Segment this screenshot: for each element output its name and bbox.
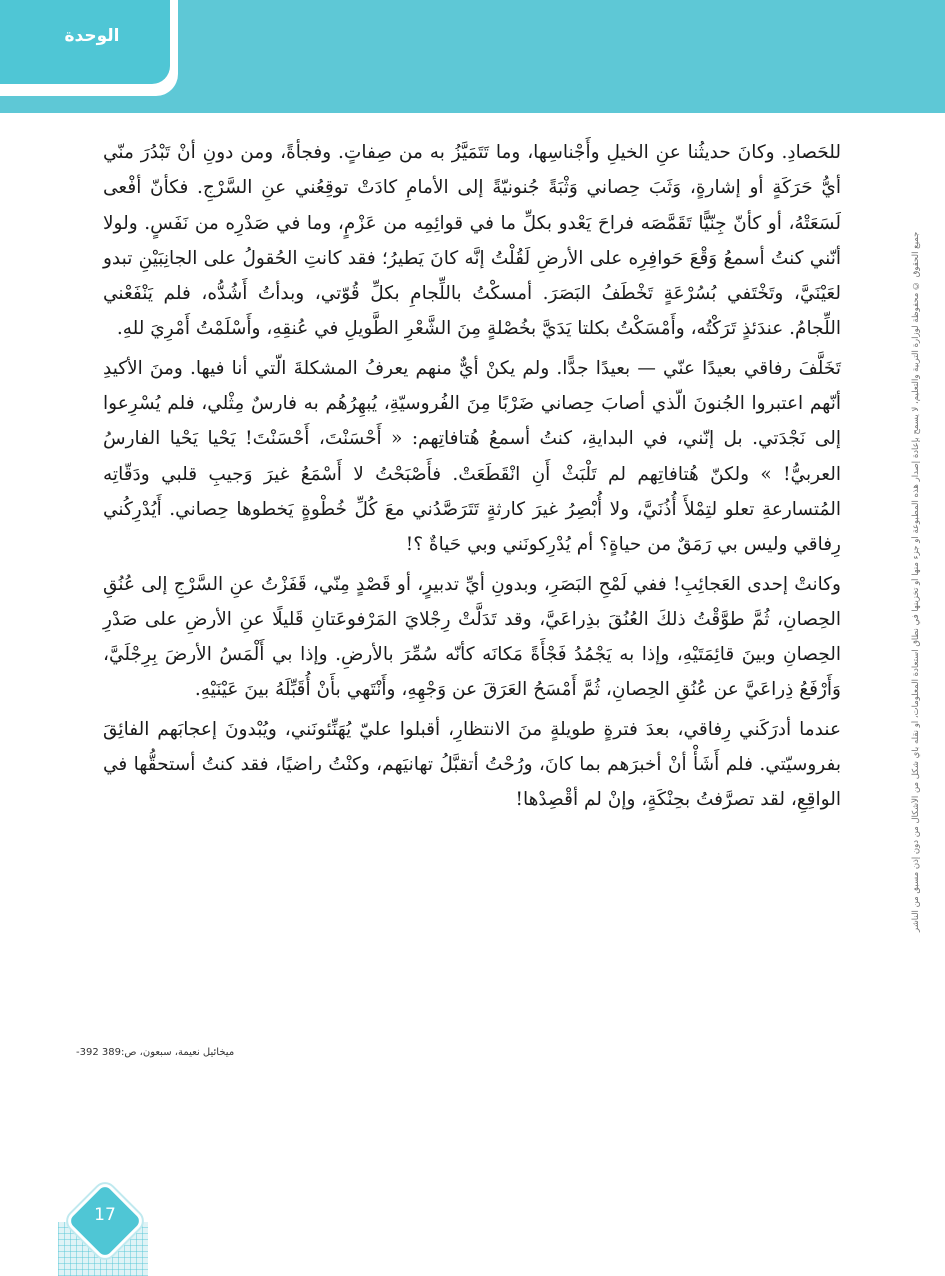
paragraph-4: عندما أدرَكَني رِفاقي، بعدَ فترةٍ طويلةٍ منَ الانتظارِ، أقبلوا عليّ يُهَنِّئونَني، ويُبْدونَ إعجابَهم الفائِقَ بفروسيّتي. فلم أَشَأْ أنْ أخبرَهم بما كانَ، ورُحْتُ أتقبَّلُ تهانيَهم، وكنْتُ راضيًا، فقد كنتُ أستحقُّها في الواقِعِ، لقد تصرَّفتُ بحِنْكَةٍ، وإنْ لم أقْصِدْها!	[103, 718, 841, 811]
story-body	[103, 135, 841, 822]
header-card	[0, 0, 178, 96]
unit-tab	[0, 0, 170, 84]
paragraph-2: تَخَلَّفَ رفاقي بعيدًا عنّي — بعيدًا جدًّا. ولم يكنْ أيٌّ منهم يعرفُ المشكلةَ الّتي أنا فيها. ومنَ الأكيدِ أنّهم اعتبروا الجُنونَ الّذي أصابَ حِصاني ضَرْبًا مِنَ الفُروسيّةِ، يُبهِرُهُم به فارسٌ مِثْلي، فلم يُسْرِعوا إلى نَجْدَتي. بل إنّني، في البدايةِ، كنتُ أسمعُ هُتافاتِهم: « أَحْسَنْتَ، أَحْسَنْتَ! يَحْيا يَحْيا الفارسُ العربيُّ! » ولكنّ هُتافاتِهم لم تَلْبَثْ أَنِ انْقَطَعَتْ. فأَصْبَحْتُ لا أَسْمَعُ غيرَ وَجيبِ قلبي ودَقّاتِه المُتسارعةِ تعلو لتِمْلأَ أُذُنَيَّ، ولا أُبْصِرُ غيرَ كارثةٍ تَتَرَصَّدُني معَ كُلِّ خُطْوةٍ يَخطوها حِصاني. أَيُدْرِكُني رِفاقي وليس بي رَمَقٌ من حياةٍ؟ أم يُدْرِكونَني وبي حَياةٌ ؟!	[103, 357, 841, 556]
page-number: 17	[94, 1205, 116, 1225]
page-number-badge	[58, 1180, 148, 1276]
paragraph-3: وكانتْ إحدى العَجائِبِ! ففي لَمْحِ البَصَرِ، وبدونِ أيِّ تدبيرٍ، أو قَصْدٍ مِنّي، قَفَزْتُ عنِ السَّرْجِ إلى عُنُقِ الحِصانِ، ثُمَّ طوَّقْتُ ذلكَ العُنُقَ بذِراعَيَّ، وقد تَدَلَّتْ رِجْلايَ المَرْفوعَتانِ قَليلًا عنِ الأرضِ على صَدْرِ الحِصانِ وبينَ قائِمَتَيْهِ، وإذا به يَجْمُدُ فَجْأَةً مَكانَه كأنّه سُمِّرَ بالأرضِ. وإذا بي أَلْمَسُ الأرضَ بِرِجْلَيَّ، وَأَرْفَعُ ذِراعَيَّ عن عُنُقِ الحِصانِ، ثُمَّ أَمْسَحُ العَرَقَ عن وَجْهِهِ، وأَنْتَهي بأَنْ أُقَبِّلَهُ بينَ عَيْنَيْهِ.	[103, 573, 841, 701]
paragraph-1: للحَصادِ. وكانَ حديثُنا عنِ الخيلِ وأَجْناسِها، وما تَتَمَيَّزُ به من صِفاتٍ. وفجأةً، ومن دونِ أنْ تَبْدُرَ منّي أيُّ حَرَكَةٍ أو إشارةٍ، وَثَبَ حِصاني وَثْبَةً جُنونيّةً إلى الأمامِ كادَتْ توقِعُني عنِ السَّرْجِ. فكأنّ أفْعى لَسَعَتْهُ، أو كأنّ جِنّيًّا تَقَمَّصَه فراحَ يَعْدو بكلِّ ما في قوائِمِه من عَزْمٍ، وما في صَدْرِه من نَفَسٍ. ولولا أنّني كنتُ أسمعُ وَقْعَ حَوافِرِه على الأرضِ لَقُلْتُ إنَّه كانَ يَطيرُ؛ فقد كانتِ الحُقولُ على الجانِبَيْنِ تبدو لعَيْنَيَّ، وتَخْتَفي بُسُرْعَةٍ تَخْطَفُ البَصَرَ. أمسكْتُ باللِّجامِ بكلِّ قُوّتي، وبدأتُ أَشُدُّه، فلم يَنْفَعْني اللِّجامُ. عندَئذٍ تَرَكْتُه، وأَمْسَكْتُ بكلتا يَدَيَّ بخُصْلةٍ مِنَ الشَّعْرِ الطَّويلِ في عُنقِهِ، وأَسْلَمْتُ أَمْرِيَ للهِ.	[103, 142, 841, 340]
copyright-note: جميع الحقوق © محفوظة لوزارة التربية والتعليم، لا يسمح بإعادة إصدار هذه المطبوعة أو جزء منها أو تخزينها في نطاق استعادة المعلومات، أو نقله بأي شكل من الأشكال من دون إذن مسبق من الناشر	[911, 232, 921, 933]
source-citation: ميخائيل نعيمة، سبعون، ص:389 392-	[76, 1047, 235, 1058]
unit-label: الوحدة	[64, 26, 120, 46]
